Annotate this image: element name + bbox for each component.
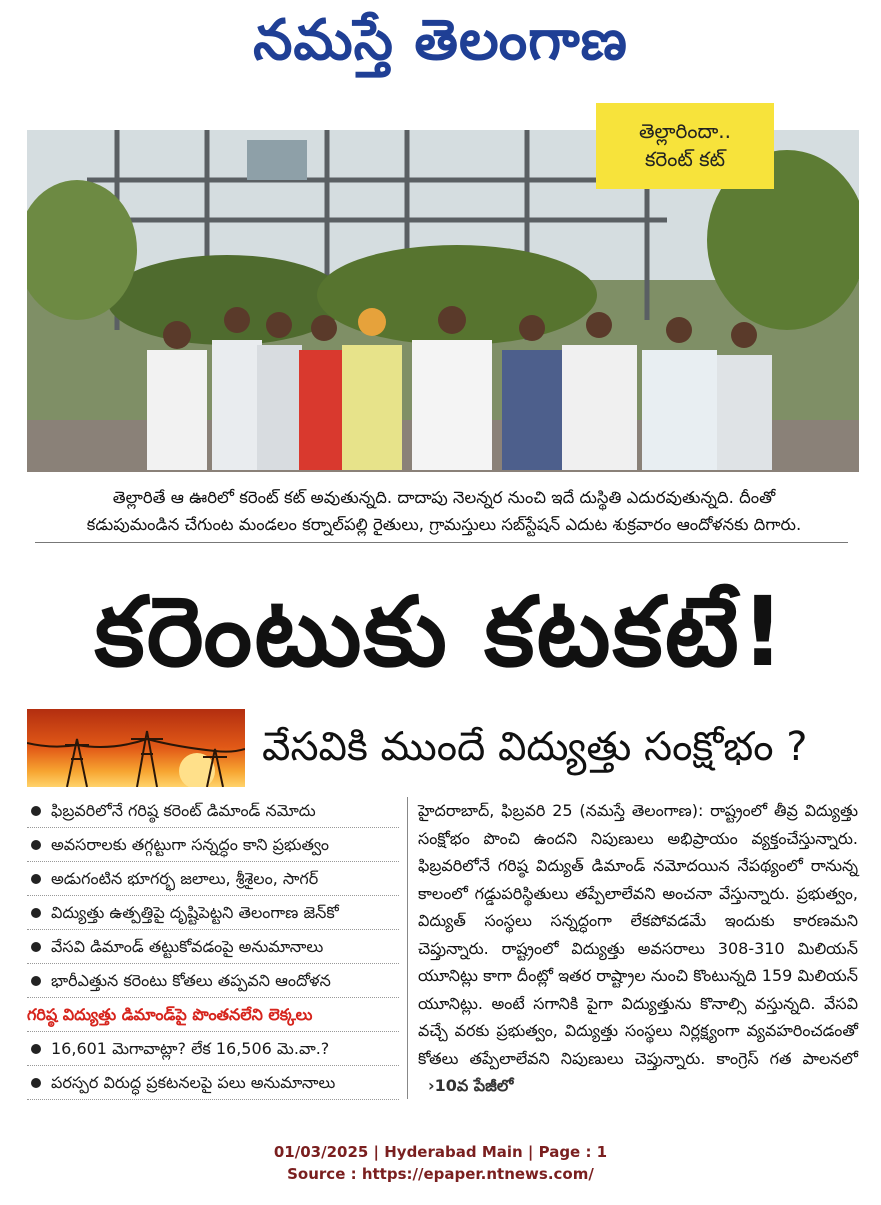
bullet-icon: [31, 840, 41, 850]
kicker-box: [596, 103, 774, 189]
bullet-icon: [31, 1044, 41, 1054]
bullet-text: విద్యుత్తు ఉత్పత్తిపై దృష్టిపెట్టని తెలంగాణ జెన్‌కో: [51, 903, 339, 922]
list-item: [27, 930, 399, 964]
footer-date-edition: 01/03/2025 | Hyderabad Main | Page : 1: [273, 1143, 608, 1161]
bullet-text: అడుగంటిన భూగర్భ జలాలు, శ్రీశైలం, సాగర్: [51, 869, 319, 888]
list-item: [27, 964, 399, 998]
article-text: హైదరాబాద్, ఫిబ్రవరి 25 (నమస్తే తెలంగాణ): రాష్ట్రంలో తీవ్ర విద్యుత్తు సంక్షోభం పొంచి ఉందని నిపుణులు అభిప్రాయం వ్యక్తంచేస్తున్నారు. ఫిబ్రవరిలోనే గరిష్ఠ విద్యుత్ డిమాండ్ నమోదయిన నేపథ్యంలో రానున్న కాలంలో గడ్డుపరిస్థితులు తప్పేలాలేవని అంచనా వేస్తున్నారు. ప్రభుత్వం, విద్యుత్ సంస్థలు సన్నద్ధంగా లేకపోవడమే ఇందుకు కారణమని చెప్తున్నారు. రాష్ట్రంలో విద్యుత్తు అవసరాలు 308-310 మిలియన్ యూనిట్లు కాగా దీంట్లో ఇతర రాష్ట్రాల నుంచి కొంటున్నది 159 మిలియన్ యూనిట్లు. అంటే సగానికి పైగా విద్యుత్తును కొనాల్సి వస్తున్నది. వేసవి వచ్చే వరకు ప్రభుత్వం, విద్యుత్తు సంస్థలు నిర్లక్ష్యంగా వ్యవహరించడంతో కోతలు తప్పేలాలేవని నిపుణులు చెప్తున్నారు. కాంగ్రెస్ గత పాలనలో: [418, 801, 858, 1068]
bullet-icon: [31, 806, 41, 816]
bullet-text: పరస్పర విరుద్ధ ప్రకటనలపై పలు అనుమానాలు: [51, 1073, 336, 1092]
main-headline: కరెంటుకు కటకటే!: [94, 576, 787, 688]
bullet-icon: [31, 1078, 41, 1088]
kicker-line-1: తెల్లారిందా..: [638, 119, 731, 143]
bullet-text: అవసరాలకు తగ్గట్టుగా సన్నద్ధం కాని ప్రభుత్వం: [51, 835, 329, 854]
bullet-icon: [31, 976, 41, 986]
bullet-icon: [31, 942, 41, 952]
list-item: [27, 1066, 399, 1100]
bullet-icon: [31, 874, 41, 884]
sub-headline: వేసవికి ముందే విద్యుత్తు సంక్షోభం ?: [262, 724, 808, 770]
bullet-text: భారీఎత్తున కరెంటు కోతలు తప్పవని ఆందోళన: [51, 971, 331, 990]
masthead-logo: నమస్తే తెలంగాణ: [253, 7, 628, 73]
caption-line-2: కడుపుమండిన చేగుంట మండలం కర్నాల్‌పల్లి రైతులు, గ్రామస్తులు సబ్‌స్టేషన్ ఎదుట శుక్రవారం ఆందోళనకు దిగారు.: [86, 515, 802, 534]
bullet-list: [27, 794, 399, 1100]
bullet-text: 16,601 మెగావాట్లా? లేక 16,506 మె.వా.?: [51, 1039, 330, 1058]
power-tower-banner-image: [27, 709, 245, 787]
column-divider: [407, 797, 408, 1099]
bullet-text: వేసవి డిమాండ్ తట్టుకోవడంపై అనుమానాలు: [51, 937, 324, 956]
kicker-line-2: కరెంట్ కట్: [644, 147, 726, 171]
article-body: [418, 797, 858, 1100]
footer-source[interactable]: Source : https://epaper.ntnews.com/: [287, 1165, 594, 1183]
bullet-text: ఫిబ్రవరిలోనే గరిష్ఠ కరెంట్ డిమాండ్ నమోదు: [51, 801, 316, 820]
caption-line-1: తెల్లారితే ఆ ఊరిలో కరెంట్ కట్ అవుతున్నది. దాదాపు నెలన్నర నుంచి ఇదే దుస్థితి ఎదురవుతున్నది. దీంతో: [112, 488, 776, 507]
list-item: [27, 1032, 399, 1066]
list-item: [27, 896, 399, 930]
red-subhead: గరిష్ఠ విద్యుత్తు డిమాండ్‌పై పొంతనలేని లెక్కలు: [27, 998, 399, 1032]
list-item: [27, 862, 399, 896]
continued-link[interactable]: ›10వ పేజీలో: [428, 1076, 514, 1095]
page-footer: [0, 1141, 881, 1185]
bullet-icon: [31, 908, 41, 918]
list-item: [27, 828, 399, 862]
photo-caption: [40, 484, 848, 538]
transmission-tower-icon: [27, 709, 245, 787]
list-item: [27, 794, 399, 828]
divider: [35, 542, 848, 543]
